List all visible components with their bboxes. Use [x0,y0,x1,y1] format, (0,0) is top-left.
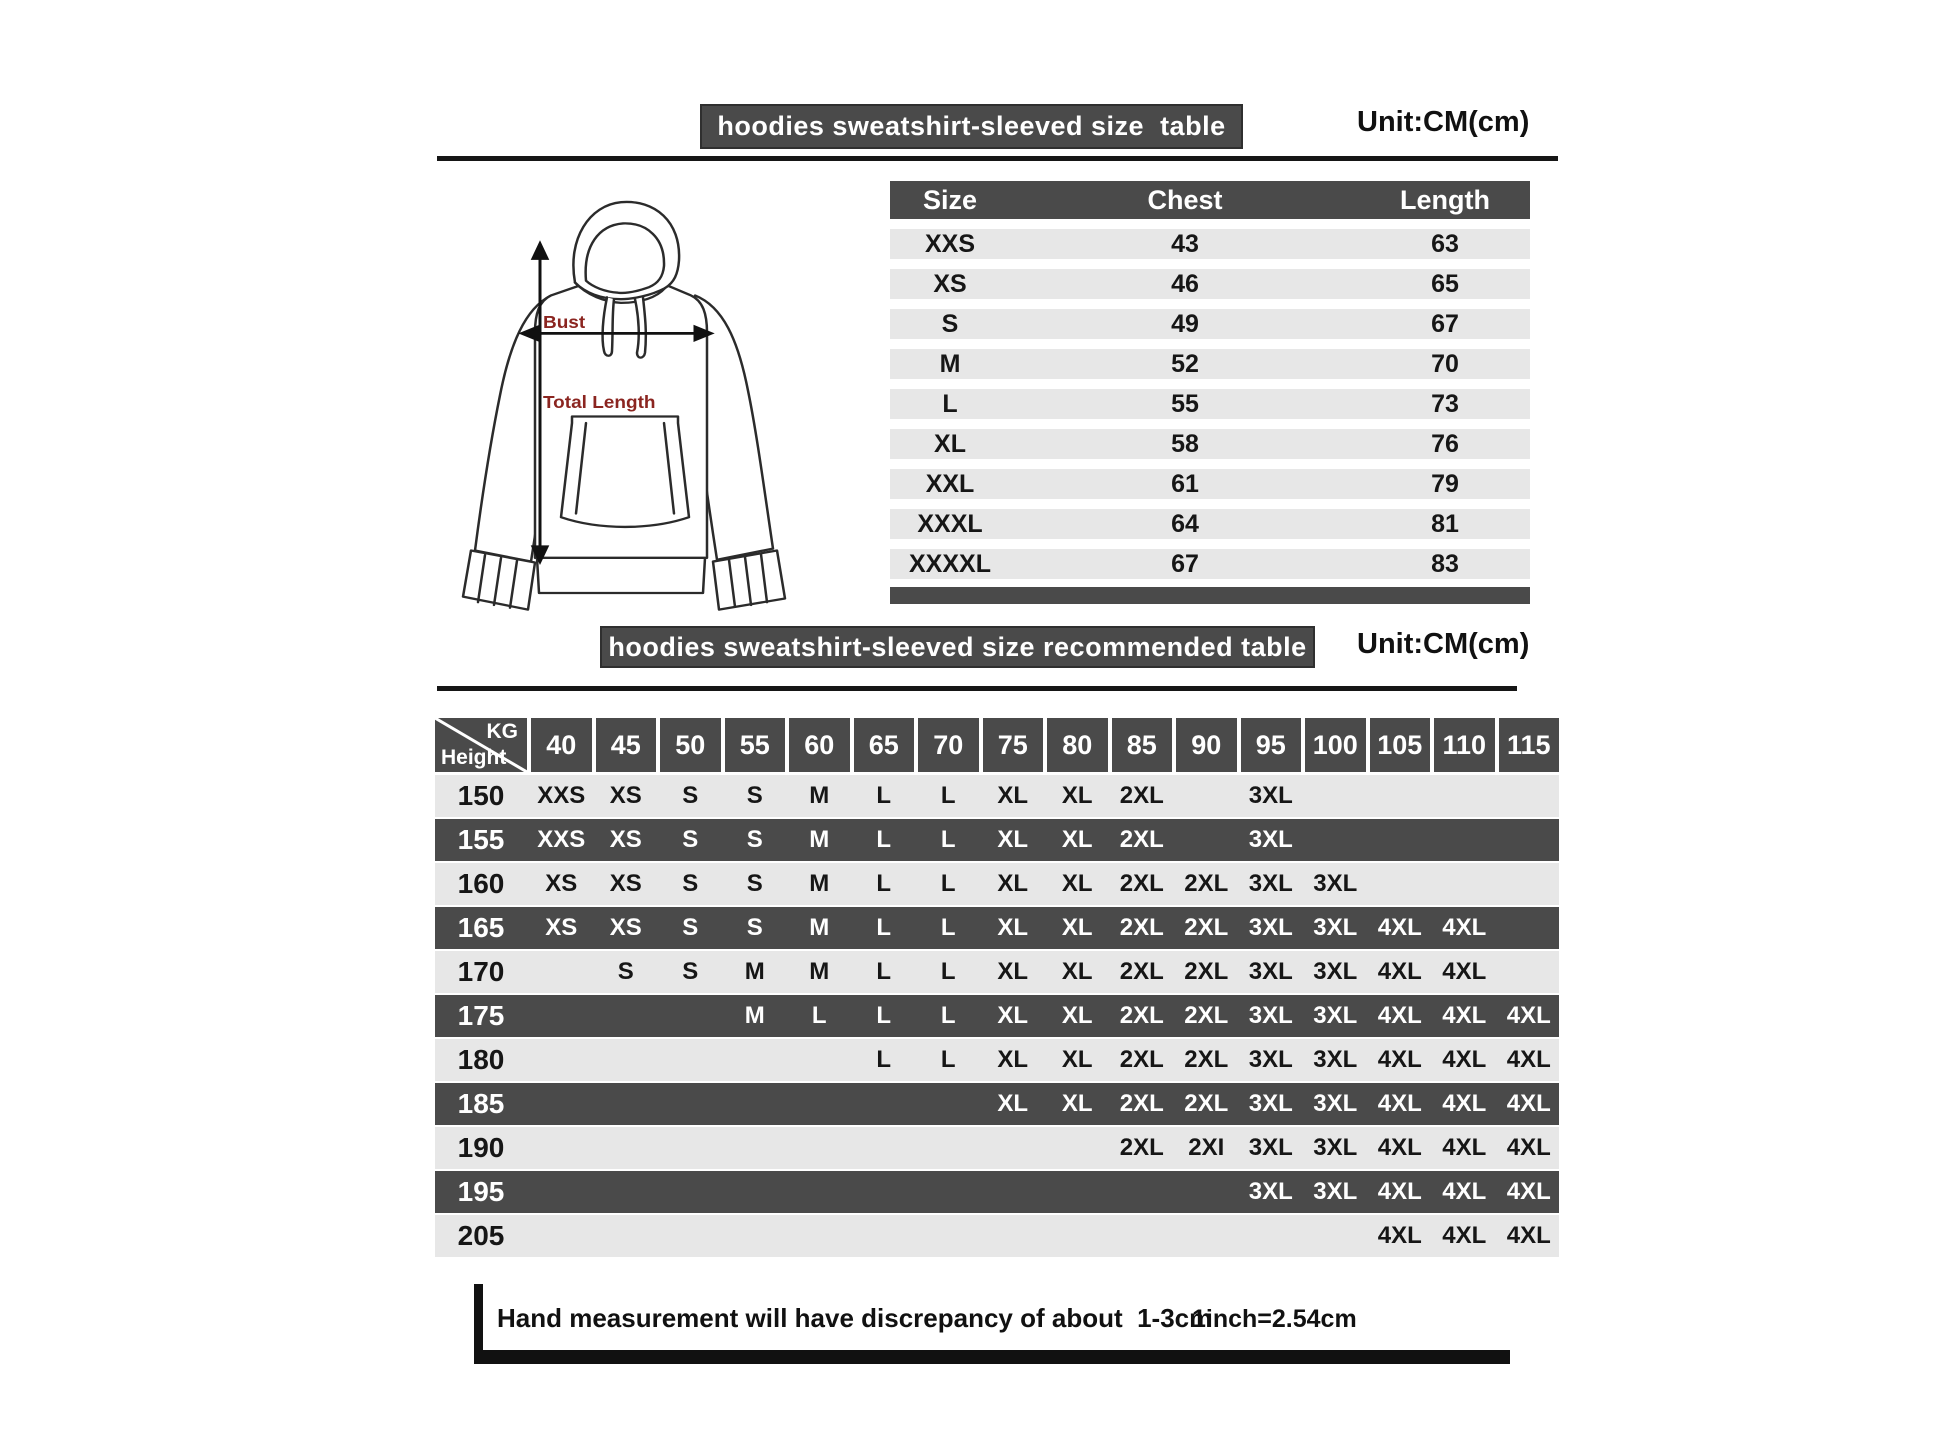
recommend-table-row [435,1171,1559,1213]
recommend-size-cell: 4XL [1442,1046,1487,1073]
recommend-size-cell: 2XL [1119,870,1164,897]
size-table [890,181,1530,604]
recommend-size-cell: 2XL [1119,914,1164,941]
recommend-table-row [435,995,1559,1037]
recommend-size-cell: 4XL [1442,914,1487,941]
divider-line-1 [437,156,1558,161]
recommend-size-cell: 2XI [1188,1134,1225,1161]
recommend-size-cell: L [876,1002,892,1029]
recommend-size-cell: L [940,826,956,853]
size-table-row [890,389,1530,419]
recommend-size-cell: XL [997,1046,1029,1073]
recommend-size-cell: XL [1061,914,1093,941]
height-cell: 155 [457,824,505,855]
size-cell-size: XXS [924,229,976,258]
recommend-table-title: hoodies sweatshirt-sleeved size recommended table [608,631,1307,662]
size-cell-chest: 58 [1171,429,1199,458]
size-table-body [890,229,1530,579]
recommend-size-cell: 4XL [1377,1134,1422,1161]
size-cell-size: XL [934,429,966,458]
recommend-size-cell: 3XL [1248,958,1293,985]
unit-label-1: Unit:CM(cm) [1357,106,1530,138]
weight-header-cell: 60 [789,718,850,772]
size-table-row [890,549,1530,579]
recommend-size-cell: 3XL [1313,870,1358,897]
recommend-size-cell: XS [545,870,578,897]
size-cell-size: XXXXL [909,549,991,578]
recommend-size-cell: L [940,870,956,897]
size-cell-size: XXL [925,469,975,498]
size-cell-chest: 46 [1171,269,1199,298]
recommend-table-row [435,1083,1559,1125]
size-cell-length: 67 [1431,309,1459,338]
recommend-size-cell: XXS [537,826,586,853]
size-cell-size: XXXL [917,509,983,538]
recommend-size-cell: S [746,826,763,853]
size-table-row [890,509,1530,539]
weight-header-cell: 55 [725,718,786,772]
recommend-size-cell: S [682,870,699,897]
size-table-row [890,229,1530,259]
weight-header-cell: 115 [1499,718,1560,772]
recommend-table-row [435,951,1559,993]
size-table-row [890,429,1530,459]
size-table-header [890,181,1530,219]
height-cell: 205 [457,1220,505,1251]
size-cell-size: S [941,309,959,338]
recommend-size-cell: M [809,958,830,985]
recommend-size-cell: 3XL [1248,826,1293,853]
column-header-size: Size [922,184,978,215]
recommend-size-cell: 3XL [1248,1178,1293,1205]
bust-label: Bust [543,311,586,332]
recommend-size-cell: XS [609,782,642,809]
recommend-size-cell: 4XL [1442,1178,1487,1205]
size-table-row [890,349,1530,379]
weight-header-cell: 95 [1241,718,1302,772]
recommend-size-cell: XXS [537,782,586,809]
recommend-size-cell: 3XL [1313,914,1358,941]
recommend-size-cell: 2XL [1184,1046,1229,1073]
recommend-size-cell: XL [1061,1046,1093,1073]
size-table-row [890,469,1530,499]
height-cell: 175 [457,1000,505,1031]
recommend-size-cell: XL [997,914,1029,941]
recommend-size-cell: 3XL [1313,1134,1358,1161]
recommend-size-cell: M [809,826,830,853]
recommend-size-cell: 3XL [1248,1002,1293,1029]
recommend-size-cell: XL [997,782,1029,809]
size-cell-length: 83 [1431,549,1459,578]
size-cell-length: 73 [1431,389,1459,418]
recommend-size-cell: M [809,914,830,941]
recommend-size-cell: L [940,1002,956,1029]
hem-band [537,558,705,593]
height-cell: 185 [457,1088,505,1119]
size-table-title-bar [700,104,1243,149]
footer-horizontal-bar [474,1350,1510,1364]
height-cell: 180 [457,1044,505,1075]
recommend-size-cell: L [876,914,892,941]
recommend-size-cell: 3XL [1313,1046,1358,1073]
weight-header-cell: 105 [1370,718,1431,772]
recommend-size-cell: XL [997,1002,1029,1029]
recommend-table-row [435,1127,1559,1169]
size-cell-chest: 67 [1171,549,1199,578]
recommend-size-cell: XL [1061,870,1093,897]
recommend-size-cell: L [876,870,892,897]
total-length-label: Total Length [543,391,656,413]
recommend-size-cell: XL [997,870,1029,897]
weight-header-cell: 80 [1047,718,1108,772]
recommend-size-cell: XL [1061,958,1093,985]
recommend-size-cell: XL [997,826,1029,853]
recommend-size-cell: 2XL [1184,914,1229,941]
weight-header-cell: 100 [1305,718,1366,772]
recommend-size-cell: S [682,782,699,809]
recommend-size-cell: S [746,870,763,897]
size-cell-length: 79 [1431,469,1459,498]
recommend-size-cell: 3XL [1313,958,1358,985]
recommend-table-title-bar [600,626,1315,668]
size-cell-size: M [939,349,961,378]
column-header-length: Length [1400,184,1490,215]
recommend-size-cell: 4XL [1377,1222,1422,1249]
weight-header-cell: 50 [660,718,721,772]
recommend-size-cell: 2XL [1184,1002,1229,1029]
recommend-size-cell: S [682,958,699,985]
recommend-size-cell: 4XL [1442,1222,1487,1249]
corner-cell [435,718,527,772]
recommend-size-cell: M [744,1002,765,1029]
recommend-size-cell: XS [545,914,578,941]
recommend-size-cell: L [940,914,956,941]
height-cell: 190 [457,1132,505,1163]
height-cell: 165 [457,912,505,943]
size-table-title: hoodies sweatshirt-sleeved size table [717,111,1226,141]
recommend-size-cell: 3XL [1248,870,1293,897]
recommend-size-cell: XL [997,1090,1029,1117]
recommend-table-header [435,718,1559,772]
recommend-size-cell: 4XL [1377,1178,1422,1205]
corner-kg-label: KG [486,720,518,743]
size-cell-chest: 61 [1171,469,1199,498]
recommend-size-cell: 2XL [1119,1046,1164,1073]
weight-header-cell: 90 [1176,718,1237,772]
size-table-row [890,309,1530,339]
size-cell-length: 76 [1431,429,1459,458]
recommend-size-cell: 3XL [1248,1134,1293,1161]
weight-header-cell: 110 [1434,718,1495,772]
recommend-size-cell: 2XL [1119,958,1164,985]
recommend-size-cell: 2XL [1184,958,1229,985]
recommend-size-cell: 2XL [1184,870,1229,897]
recommend-size-cell: 4XL [1506,1090,1551,1117]
size-cell-chest: 49 [1171,309,1199,338]
recommend-size-cell: S [746,782,763,809]
recommend-size-cell: M [809,870,830,897]
column-header-chest: Chest [1147,184,1223,215]
hoodie-diagram [455,192,855,617]
size-cell-chest: 64 [1171,509,1199,538]
recommend-size-cell: XS [609,870,642,897]
recommend-size-cell: S [746,914,763,941]
recommend-table-body [435,775,1559,1257]
recommend-size-cell: 3XL [1313,1178,1358,1205]
size-cell-size: L [942,389,958,418]
recommend-size-cell: 3XL [1248,782,1293,809]
recommend-size-cell: 3XL [1248,914,1293,941]
size-cell-size: XS [933,269,967,298]
size-cell-length: 65 [1431,269,1459,298]
recommend-table-row [435,863,1559,905]
recommend-size-cell: 4XL [1506,1046,1551,1073]
recommend-size-cell: 4XL [1377,914,1422,941]
left-cuff [463,550,535,609]
recommend-size-cell: XL [997,958,1029,985]
recommend-table-row [435,775,1559,817]
height-cell: 160 [457,868,505,899]
recommend-size-cell: 4XL [1442,1134,1487,1161]
recommend-size-cell: L [876,782,892,809]
height-cell: 150 [457,780,505,811]
recommend-size-cell: L [940,958,956,985]
recommend-table-row [435,819,1559,861]
recommend-size-cell: L [876,958,892,985]
recommend-size-cell: XL [1061,782,1093,809]
drawstring-left [603,297,614,355]
recommend-table-row [435,1215,1559,1257]
size-cell-length: 81 [1431,509,1459,538]
recommend-size-cell: XL [1061,1090,1093,1117]
size-cell-length: 63 [1431,229,1459,258]
weight-header-cell: 85 [1112,718,1173,772]
recommend-size-cell: M [744,958,765,985]
recommend-size-cell: 3XL [1248,1046,1293,1073]
recommend-table-row [435,1039,1559,1081]
unit-label-2: Unit:CM(cm) [1357,628,1530,660]
recommend-size-cell: L [876,1046,892,1073]
recommend-size-cell: 2XL [1119,1002,1164,1029]
weight-header-cell: 45 [596,718,657,772]
recommend-size-cell: L [811,1002,827,1029]
recommend-size-cell: L [940,1046,956,1073]
size-cell-chest: 43 [1171,229,1199,258]
size-table-row [890,269,1530,299]
recommend-size-cell: XS [609,914,642,941]
recommend-size-cell: 2XL [1119,826,1164,853]
recommend-size-cell: S [617,958,634,985]
height-cell: 170 [457,956,505,987]
recommend-size-cell: 3XL [1313,1002,1358,1029]
divider-line-2 [437,686,1517,691]
recommend-size-cell: S [682,826,699,853]
recommend-table-row [435,907,1559,949]
corner-height-label: Height [441,746,507,769]
recommend-size-cell: 4XL [1377,1090,1422,1117]
recommend-table [435,718,1559,1259]
size-cell-length: 70 [1431,349,1459,378]
size-table-bottom-bar [890,587,1530,604]
recommend-size-cell: 3XL [1313,1090,1358,1117]
recommend-size-cell: XL [1061,1002,1093,1029]
recommend-size-cell: XS [609,826,642,853]
recommend-size-cell: 4XL [1442,1090,1487,1117]
recommend-size-cell: L [940,782,956,809]
recommend-size-cell: 4XL [1377,958,1422,985]
recommend-size-cell: M [809,782,830,809]
recommend-size-cell: 4XL [1377,1046,1422,1073]
recommend-size-cell: 4XL [1377,1002,1422,1029]
weight-header-cell: 70 [918,718,979,772]
recommend-size-cell: 4XL [1506,1002,1551,1029]
weight-header-cell: 40 [531,718,592,772]
recommend-size-cell: 3XL [1248,1090,1293,1117]
recommend-size-cell: 2XL [1119,1090,1164,1117]
recommend-size-cell: 2XL [1184,1090,1229,1117]
height-cell: 195 [457,1176,505,1207]
recommend-size-cell: 4XL [1442,1002,1487,1029]
recommend-size-cell: 4XL [1506,1222,1551,1249]
recommend-size-cell: 4XL [1506,1134,1551,1161]
footer-conversion: 1inch=2.54cm [1192,1305,1357,1333]
weight-header-cell: 65 [854,718,915,772]
size-cell-chest: 52 [1171,349,1199,378]
hoodie-drawing [455,192,855,617]
recommend-size-cell: L [876,826,892,853]
recommend-size-cell: 4XL [1506,1178,1551,1205]
recommend-size-cell: S [682,914,699,941]
recommend-size-cell: 4XL [1442,958,1487,985]
weight-header-cell: 75 [983,718,1044,772]
footer-note: Hand measurement will have discrepancy of about 1-3cm [497,1303,1213,1333]
recommend-size-cell: 2XL [1119,1134,1164,1161]
recommend-size-cell: XL [1061,826,1093,853]
recommend-size-cell: 2XL [1119,782,1164,809]
size-cell-chest: 55 [1171,389,1199,418]
